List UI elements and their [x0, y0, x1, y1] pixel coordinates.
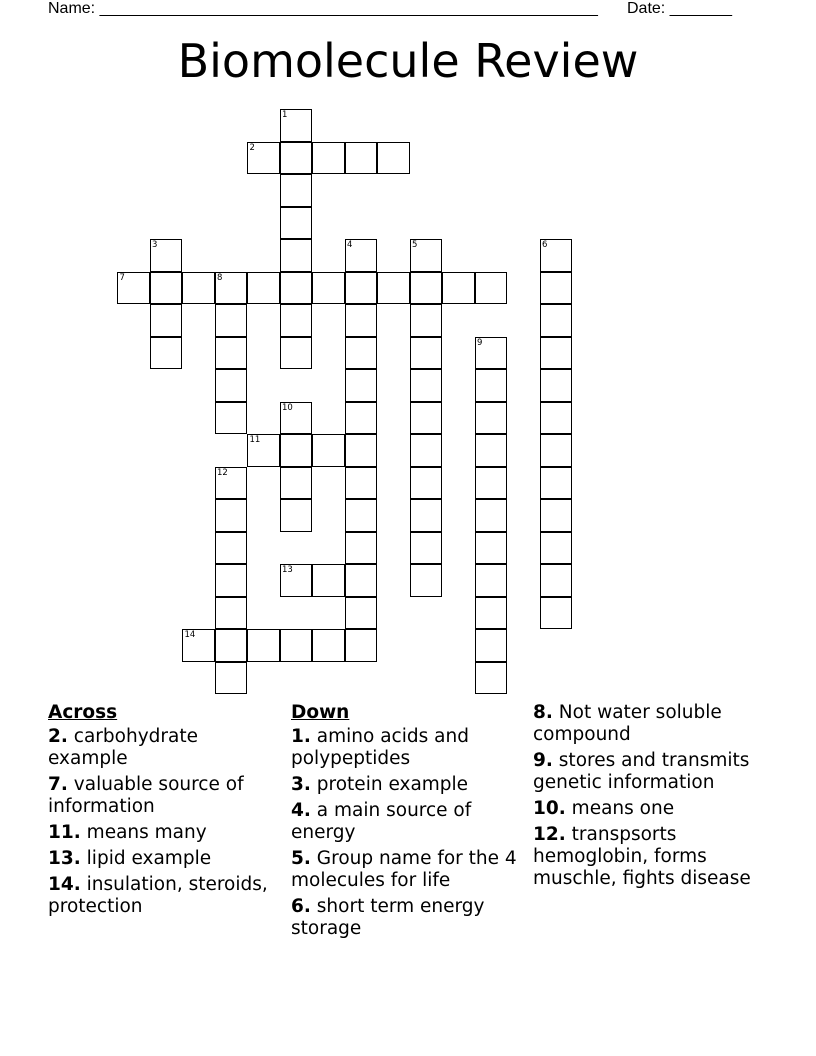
grid-cell[interactable]: [410, 532, 443, 565]
grid-cell[interactable]: [410, 499, 443, 532]
grid-cell[interactable]: [475, 629, 508, 662]
clue-across-7: 7. valuable source of information: [48, 774, 244, 817]
grid-cell[interactable]: [150, 304, 183, 337]
grid-cell[interactable]: [475, 369, 508, 402]
grid-cell[interactable]: [345, 434, 378, 467]
grid-cell[interactable]: [312, 434, 345, 467]
grid-cell[interactable]: [475, 532, 508, 565]
clue-down-12: 12. transpsorts hemoglobin, forms muschle, fights disease: [533, 824, 751, 889]
grid-cell[interactable]: [312, 629, 345, 662]
page-title: Biomolecule Review: [177, 34, 639, 88]
grid-cell[interactable]: [475, 662, 508, 695]
grid-cell[interactable]: [475, 499, 508, 532]
grid-cell[interactable]: [215, 369, 248, 402]
grid-cell[interactable]: [410, 564, 443, 597]
date-field: Date: _______: [627, 0, 732, 17]
clue-down-5: 5. Group name for the 4 molecules for life: [291, 848, 517, 891]
clue-number-14: 14: [184, 630, 196, 640]
grid-cell[interactable]: [215, 564, 248, 597]
clue-down-3: 3. protein example: [291, 774, 469, 795]
header-line: [48, 0, 748, 22]
clue-across-2: 2. carbohydrate example: [48, 726, 198, 769]
grid-cell[interactable]: [410, 272, 443, 305]
grid-cell[interactable]: [410, 434, 443, 467]
grid-cell[interactable]: [410, 337, 443, 370]
crossword-grid: [117, 109, 572, 694]
across-clues: [48, 702, 278, 922]
clue-number-3: 3: [152, 240, 158, 250]
grid-cell[interactable]: [312, 564, 345, 597]
grid-cell[interactable]: [280, 337, 313, 370]
grid-cell[interactable]: [345, 629, 378, 662]
down-heading: Down: [291, 702, 350, 723]
clue-number-7: 7: [119, 272, 125, 283]
grid-cell[interactable]: [280, 272, 313, 305]
grid-cell[interactable]: [475, 597, 508, 630]
clue-down-10: 10. means one: [533, 798, 675, 819]
grid-cell[interactable]: [280, 304, 313, 337]
grid-cell[interactable]: [345, 597, 378, 630]
grid-cell[interactable]: [540, 304, 573, 337]
grid-cell[interactable]: [475, 467, 508, 500]
grid-cell[interactable]: [345, 337, 378, 370]
grid-cell[interactable]: [475, 272, 508, 305]
clue-down-1: 1. amino acids and polypeptides: [291, 726, 469, 769]
grid-cell[interactable]: [312, 142, 345, 175]
grid-cell[interactable]: [280, 174, 313, 207]
clue-number-5: 5: [412, 240, 418, 250]
grid-cell[interactable]: [540, 337, 573, 370]
grid-cell[interactable]: [410, 467, 443, 500]
grid-cell[interactable]: [280, 467, 313, 500]
clue-number-12: 12: [217, 467, 228, 478]
grid-cell[interactable]: [182, 272, 215, 305]
grid-cell[interactable]: [345, 272, 378, 305]
grid-cell[interactable]: [150, 272, 183, 305]
grid-cell[interactable]: [280, 499, 313, 532]
grid-cell[interactable]: [215, 662, 248, 695]
grid-cell[interactable]: [280, 142, 313, 175]
grid-cell[interactable]: [345, 402, 378, 435]
clue-down-4: 4. a main source of energy: [291, 800, 472, 843]
clue-across-13: 13. lipid example: [48, 848, 212, 869]
grid-cell[interactable]: [345, 304, 378, 337]
clue-number-8: 8: [217, 272, 223, 283]
across-heading: Across: [48, 702, 118, 723]
clue-number-2: 2: [249, 142, 255, 153]
grid-cell[interactable]: [540, 272, 573, 305]
grid-cell[interactable]: [540, 532, 573, 565]
grid-cell[interactable]: [475, 434, 508, 467]
grid-cell[interactable]: [345, 467, 378, 500]
grid-cell[interactable]: [540, 402, 573, 435]
clue-number-10: 10: [282, 402, 293, 413]
grid-cell[interactable]: [247, 272, 280, 305]
grid-cell[interactable]: [442, 272, 475, 305]
clue-number-11: 11: [249, 435, 261, 445]
grid-cell[interactable]: [377, 142, 410, 175]
clue-down-8: 8. Not water soluble compound: [533, 702, 722, 745]
grid-cell[interactable]: [345, 142, 378, 175]
clue-number-4: 4: [347, 240, 353, 250]
grid-cell[interactable]: [345, 499, 378, 532]
clue-down-6: 6. short term energy storage: [291, 896, 485, 939]
grid-cell[interactable]: [215, 532, 248, 565]
grid-cell[interactable]: [540, 597, 573, 630]
grid-cell[interactable]: [345, 369, 378, 402]
grid-cell[interactable]: [280, 207, 313, 240]
grid-cell[interactable]: [280, 239, 313, 272]
grid-cell[interactable]: [280, 434, 313, 467]
clue-across-11: 11. means many: [48, 822, 207, 843]
clue-down-9: 9. stores and transmits genetic information: [533, 750, 750, 793]
grid-cell[interactable]: [540, 434, 573, 467]
clue-number-13: 13: [282, 565, 293, 575]
down-clues-continued: [533, 702, 773, 894]
grid-cell[interactable]: [345, 564, 378, 597]
grid-cell[interactable]: [410, 369, 443, 402]
grid-cell[interactable]: [410, 304, 443, 337]
clue-number-6: 6: [542, 240, 548, 250]
name-field: Name: ________________________________________________________: [48, 0, 598, 17]
clue-number-9: 9: [477, 337, 483, 348]
grid-cell[interactable]: [280, 629, 313, 662]
grid-cell[interactable]: [540, 564, 573, 597]
grid-cell[interactable]: [215, 304, 248, 337]
grid-cell[interactable]: [312, 272, 345, 305]
grid-cell[interactable]: [215, 629, 248, 662]
grid-cell[interactable]: [377, 272, 410, 305]
down-clues: [291, 702, 531, 944]
grid-cell[interactable]: [215, 597, 248, 630]
grid-cell[interactable]: [215, 337, 248, 370]
grid-cell[interactable]: [150, 337, 183, 370]
grid-cell[interactable]: [540, 467, 573, 500]
grid-cell[interactable]: [540, 369, 573, 402]
grid-cell[interactable]: [475, 564, 508, 597]
clue-number-1: 1: [282, 110, 288, 120]
grid-cell[interactable]: [215, 499, 248, 532]
grid-cell[interactable]: [345, 532, 378, 565]
grid-cell[interactable]: [247, 629, 280, 662]
grid-cell[interactable]: [475, 402, 508, 435]
grid-cell[interactable]: [410, 402, 443, 435]
grid-cell[interactable]: [215, 402, 248, 435]
grid-cell[interactable]: [540, 499, 573, 532]
clue-across-14: 14. insulation, steroids, protection: [48, 874, 268, 917]
